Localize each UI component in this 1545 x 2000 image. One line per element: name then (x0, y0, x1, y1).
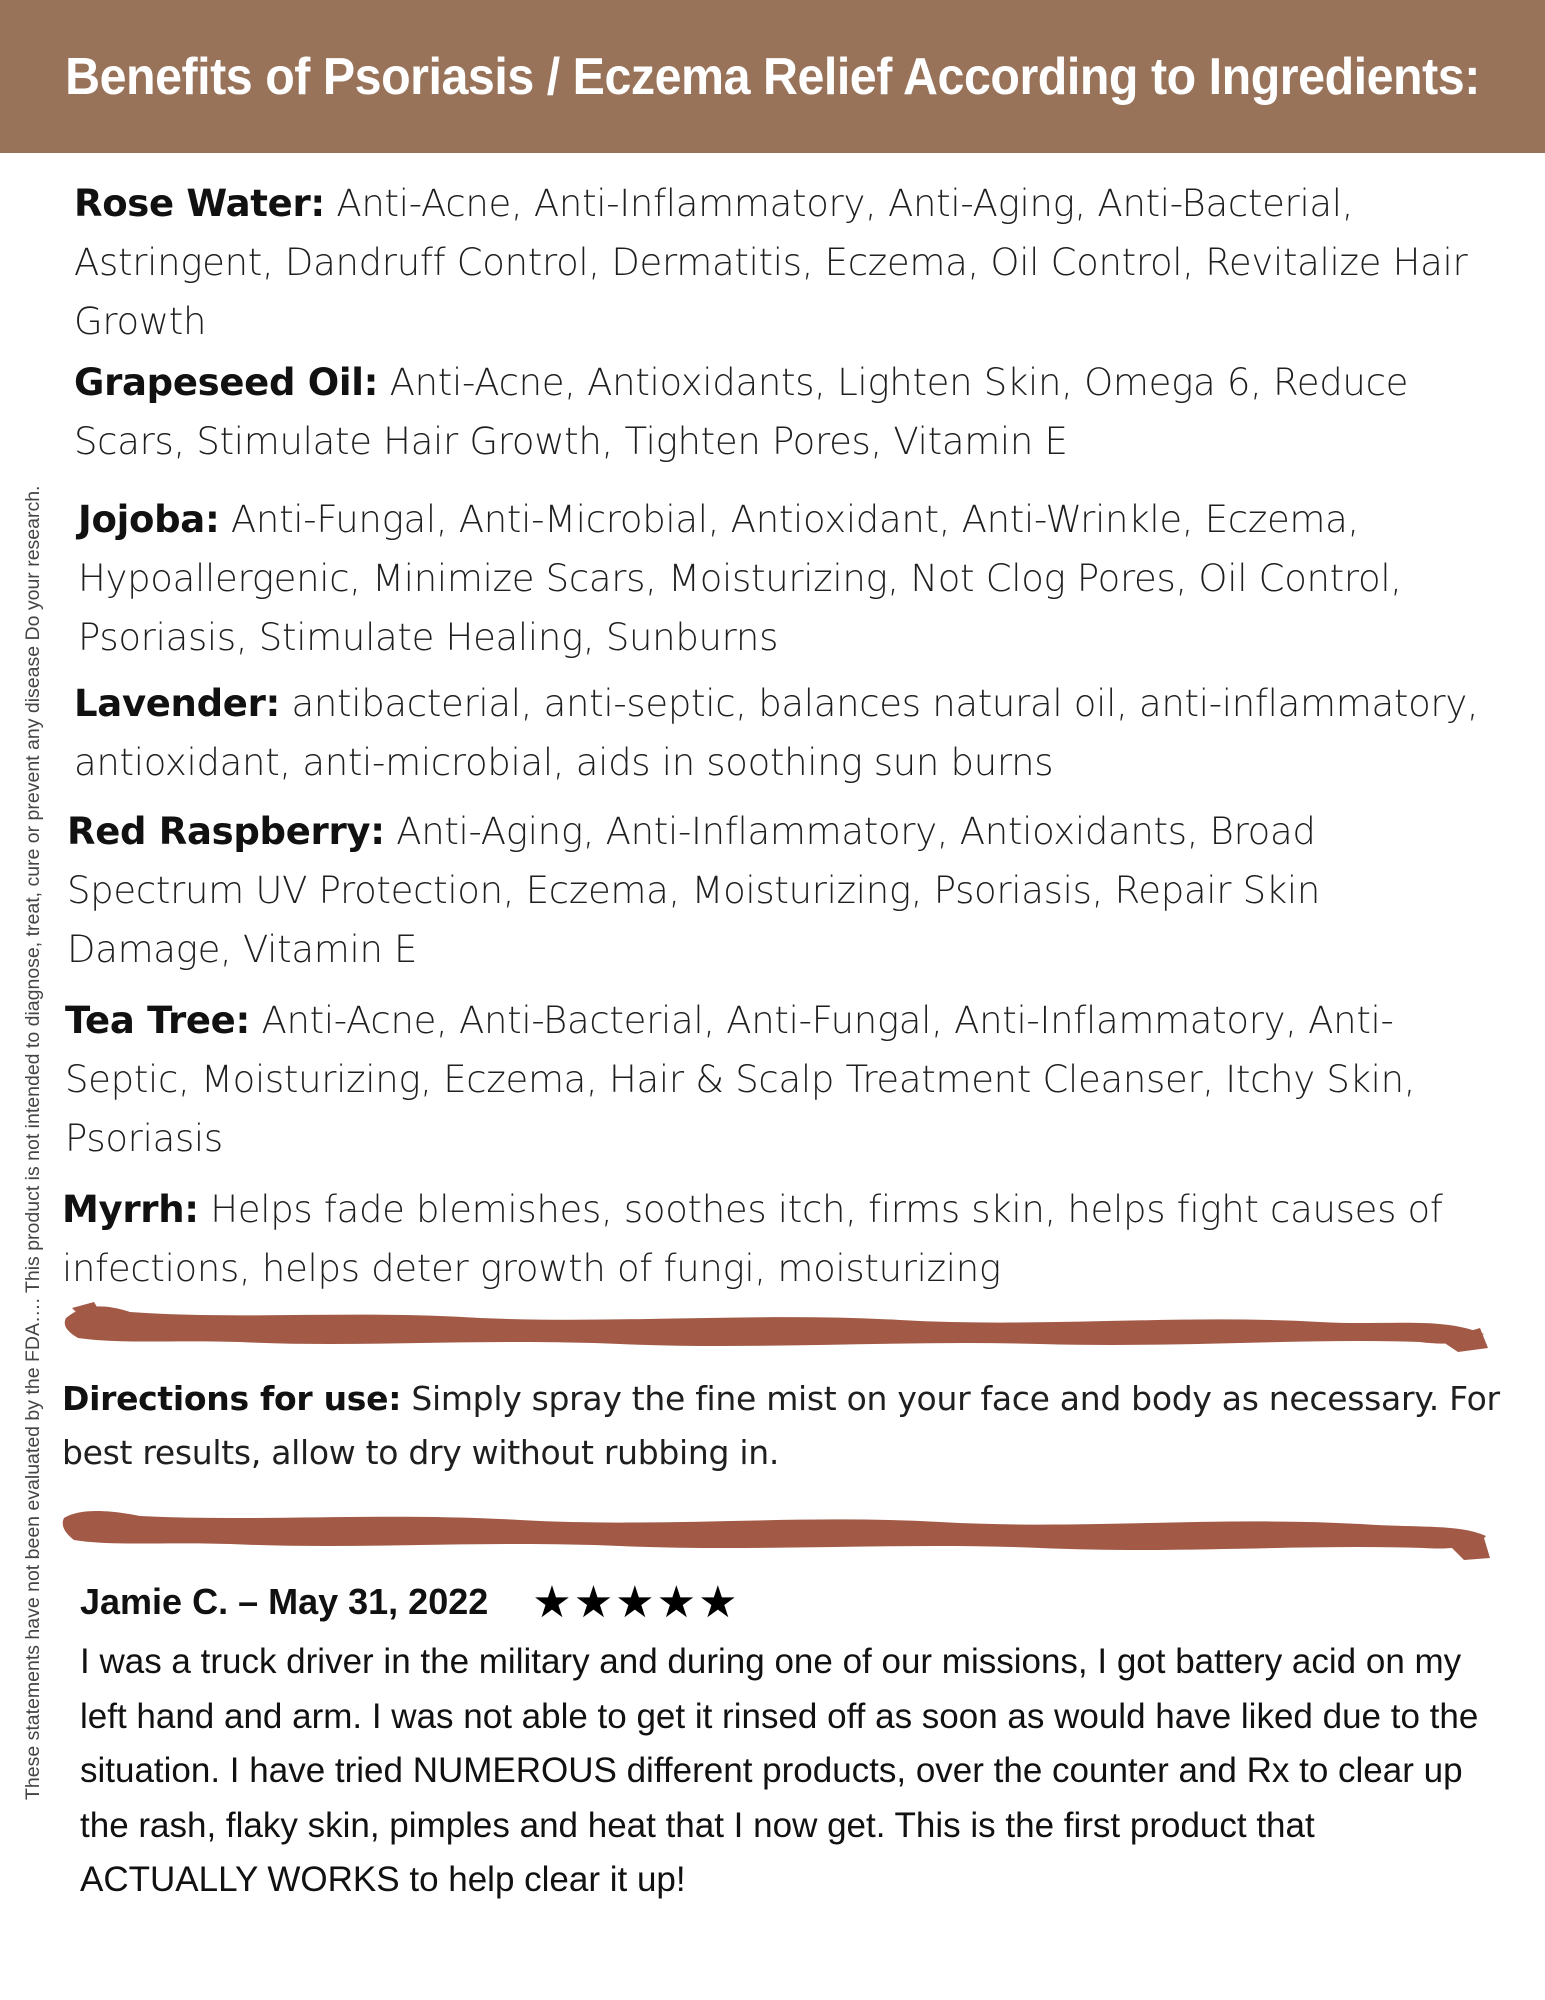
ingredient-name: Myrrh: (62, 1188, 199, 1231)
review-header (80, 1572, 740, 1632)
directions-text: Simply spray the fine mist on your face and body as necessary. For best results, allow to dry without rubbing in. (62, 1379, 1500, 1472)
fda-disclaimer: These statements have not been evaluated by the FDA…. This product is not intended to diagnose, treat, cure or prevent any disease Do your research. (22, 485, 44, 1800)
ingredient-red-raspberry (67, 802, 1467, 979)
ingredient-benefits: Anti-Acne, Anti-Bacterial, Anti-Fungal, Anti-Inflammatory, Anti-Septic, Moisturizing, Eczema, Hair & Scalp Treatment Cleanser, Itchy Skin, Psoriasis (65, 999, 1416, 1160)
ingredient-name: Grapeseed Oil: (74, 361, 379, 404)
ingredient-benefits: Anti-Aging, Anti-Inflammatory, Antioxidants, Broad Spectrum UV Protection, Eczema, Moisturizing, Psoriasis, Repair Skin Damage, Vitamin E (67, 810, 1321, 971)
page-title: Benefits of Psoriasis / Eczema Relief According to Ingredients: (65, 47, 1480, 106)
star-rating-icon: ★★★★★ (532, 1577, 740, 1627)
ingredient-benefits: Anti-Acne, Antioxidants, Lighten Skin, Omega 6, Reduce Scars, Stimulate Hair Growth, Tighten Pores, Vitamin E (74, 361, 1409, 463)
ingredient-name: Lavender: (74, 682, 281, 725)
brush-divider-bottom (60, 1502, 1490, 1562)
ingredient-rose-water (74, 174, 1534, 351)
ingredient-benefits: antibacterial, anti-septic, balances natural oil, anti-inflammatory, antioxidant, anti-microbial, aids in soothing sun burns (74, 682, 1479, 784)
ingredient-benefits: Anti-Fungal, Anti-Microbial, Antioxidant, Anti-Wrinkle, Eczema, Hypoallergenic, Minimize Scars, Moisturizing, Not Clog Pores, Oil Control, Psoriasis, Stimulate Healing, Sunburns (78, 498, 1402, 659)
directions-label: Directions for use: (62, 1379, 402, 1418)
brush-divider-top (60, 1298, 1490, 1358)
ingredient-lavender (74, 674, 1494, 792)
review-text: I was a truck driver in the military and during one of our missions, I got battery acid on my left hand and arm. I was not able to get it rinsed off as soon as would have liked due to the situation. I have tried NUMEROUS different products, over the counter and Rx to clear up the rash, flaky skin, pimples and heat that I now get. This is the first product that ACTUALLY WORKS to help clear it up! (80, 1642, 1479, 1899)
ingredient-jojoba (78, 490, 1498, 667)
directions-for-use (62, 1372, 1522, 1480)
ingredient-name: Rose Water: (74, 182, 325, 225)
ingredient-benefits: Anti-Acne, Anti-Inflammatory, Anti-Aging, Anti-Bacterial, Astringent, Dandruff Control, Dermatitis, Eczema, Oil Control, Revitalize Hair Growth (74, 182, 1468, 343)
review-author-date: Jamie C. – May 31, 2022 (80, 1581, 489, 1622)
ingredient-myrrh (62, 1180, 1532, 1298)
ingredient-tea-tree (65, 991, 1505, 1168)
ingredient-name: Jojoba: (78, 498, 220, 541)
ingredient-benefits: Helps fade blemishes, soothes itch, firms skin, helps fight causes of infections, helps deter growth of fungi, moisturizing (62, 1188, 1443, 1290)
ingredient-grapeseed-oil (74, 353, 1494, 471)
ingredient-name: Red Raspberry: (67, 810, 385, 853)
ingredient-name: Tea Tree: (65, 999, 250, 1042)
